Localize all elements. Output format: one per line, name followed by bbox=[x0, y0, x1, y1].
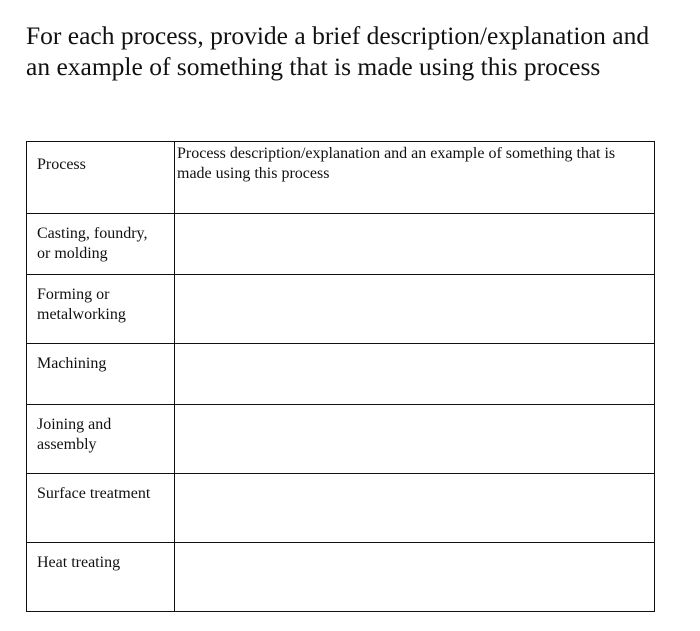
header-description: Process description/explanation and an example of something that is made using this process bbox=[175, 142, 655, 214]
table-row bbox=[27, 474, 655, 543]
description-cell[interactable] bbox=[175, 474, 655, 543]
process-name-cell: Machining bbox=[27, 344, 175, 405]
process-name-cell: Heat treating bbox=[27, 543, 175, 612]
process-table bbox=[26, 141, 655, 612]
table-header-row bbox=[27, 142, 655, 214]
table-row bbox=[27, 543, 655, 612]
table-row bbox=[27, 275, 655, 344]
description-cell[interactable] bbox=[175, 344, 655, 405]
worksheet-heading: For each process, provide a brief description/explanation and an example of something that is made using this process bbox=[26, 21, 650, 81]
table-row bbox=[27, 344, 655, 405]
description-cell[interactable] bbox=[175, 543, 655, 612]
description-cell[interactable] bbox=[175, 214, 655, 275]
process-name-cell: Forming or metalworking bbox=[27, 275, 175, 344]
header-process: Process bbox=[27, 142, 175, 214]
process-name-cell: Joining and assembly bbox=[27, 405, 175, 474]
table-row bbox=[27, 214, 655, 275]
process-name-cell: Casting, foundry, or molding bbox=[27, 214, 175, 275]
description-cell[interactable] bbox=[175, 275, 655, 344]
description-cell[interactable] bbox=[175, 405, 655, 474]
process-name-cell: Surface treatment bbox=[27, 474, 175, 543]
table-row bbox=[27, 405, 655, 474]
